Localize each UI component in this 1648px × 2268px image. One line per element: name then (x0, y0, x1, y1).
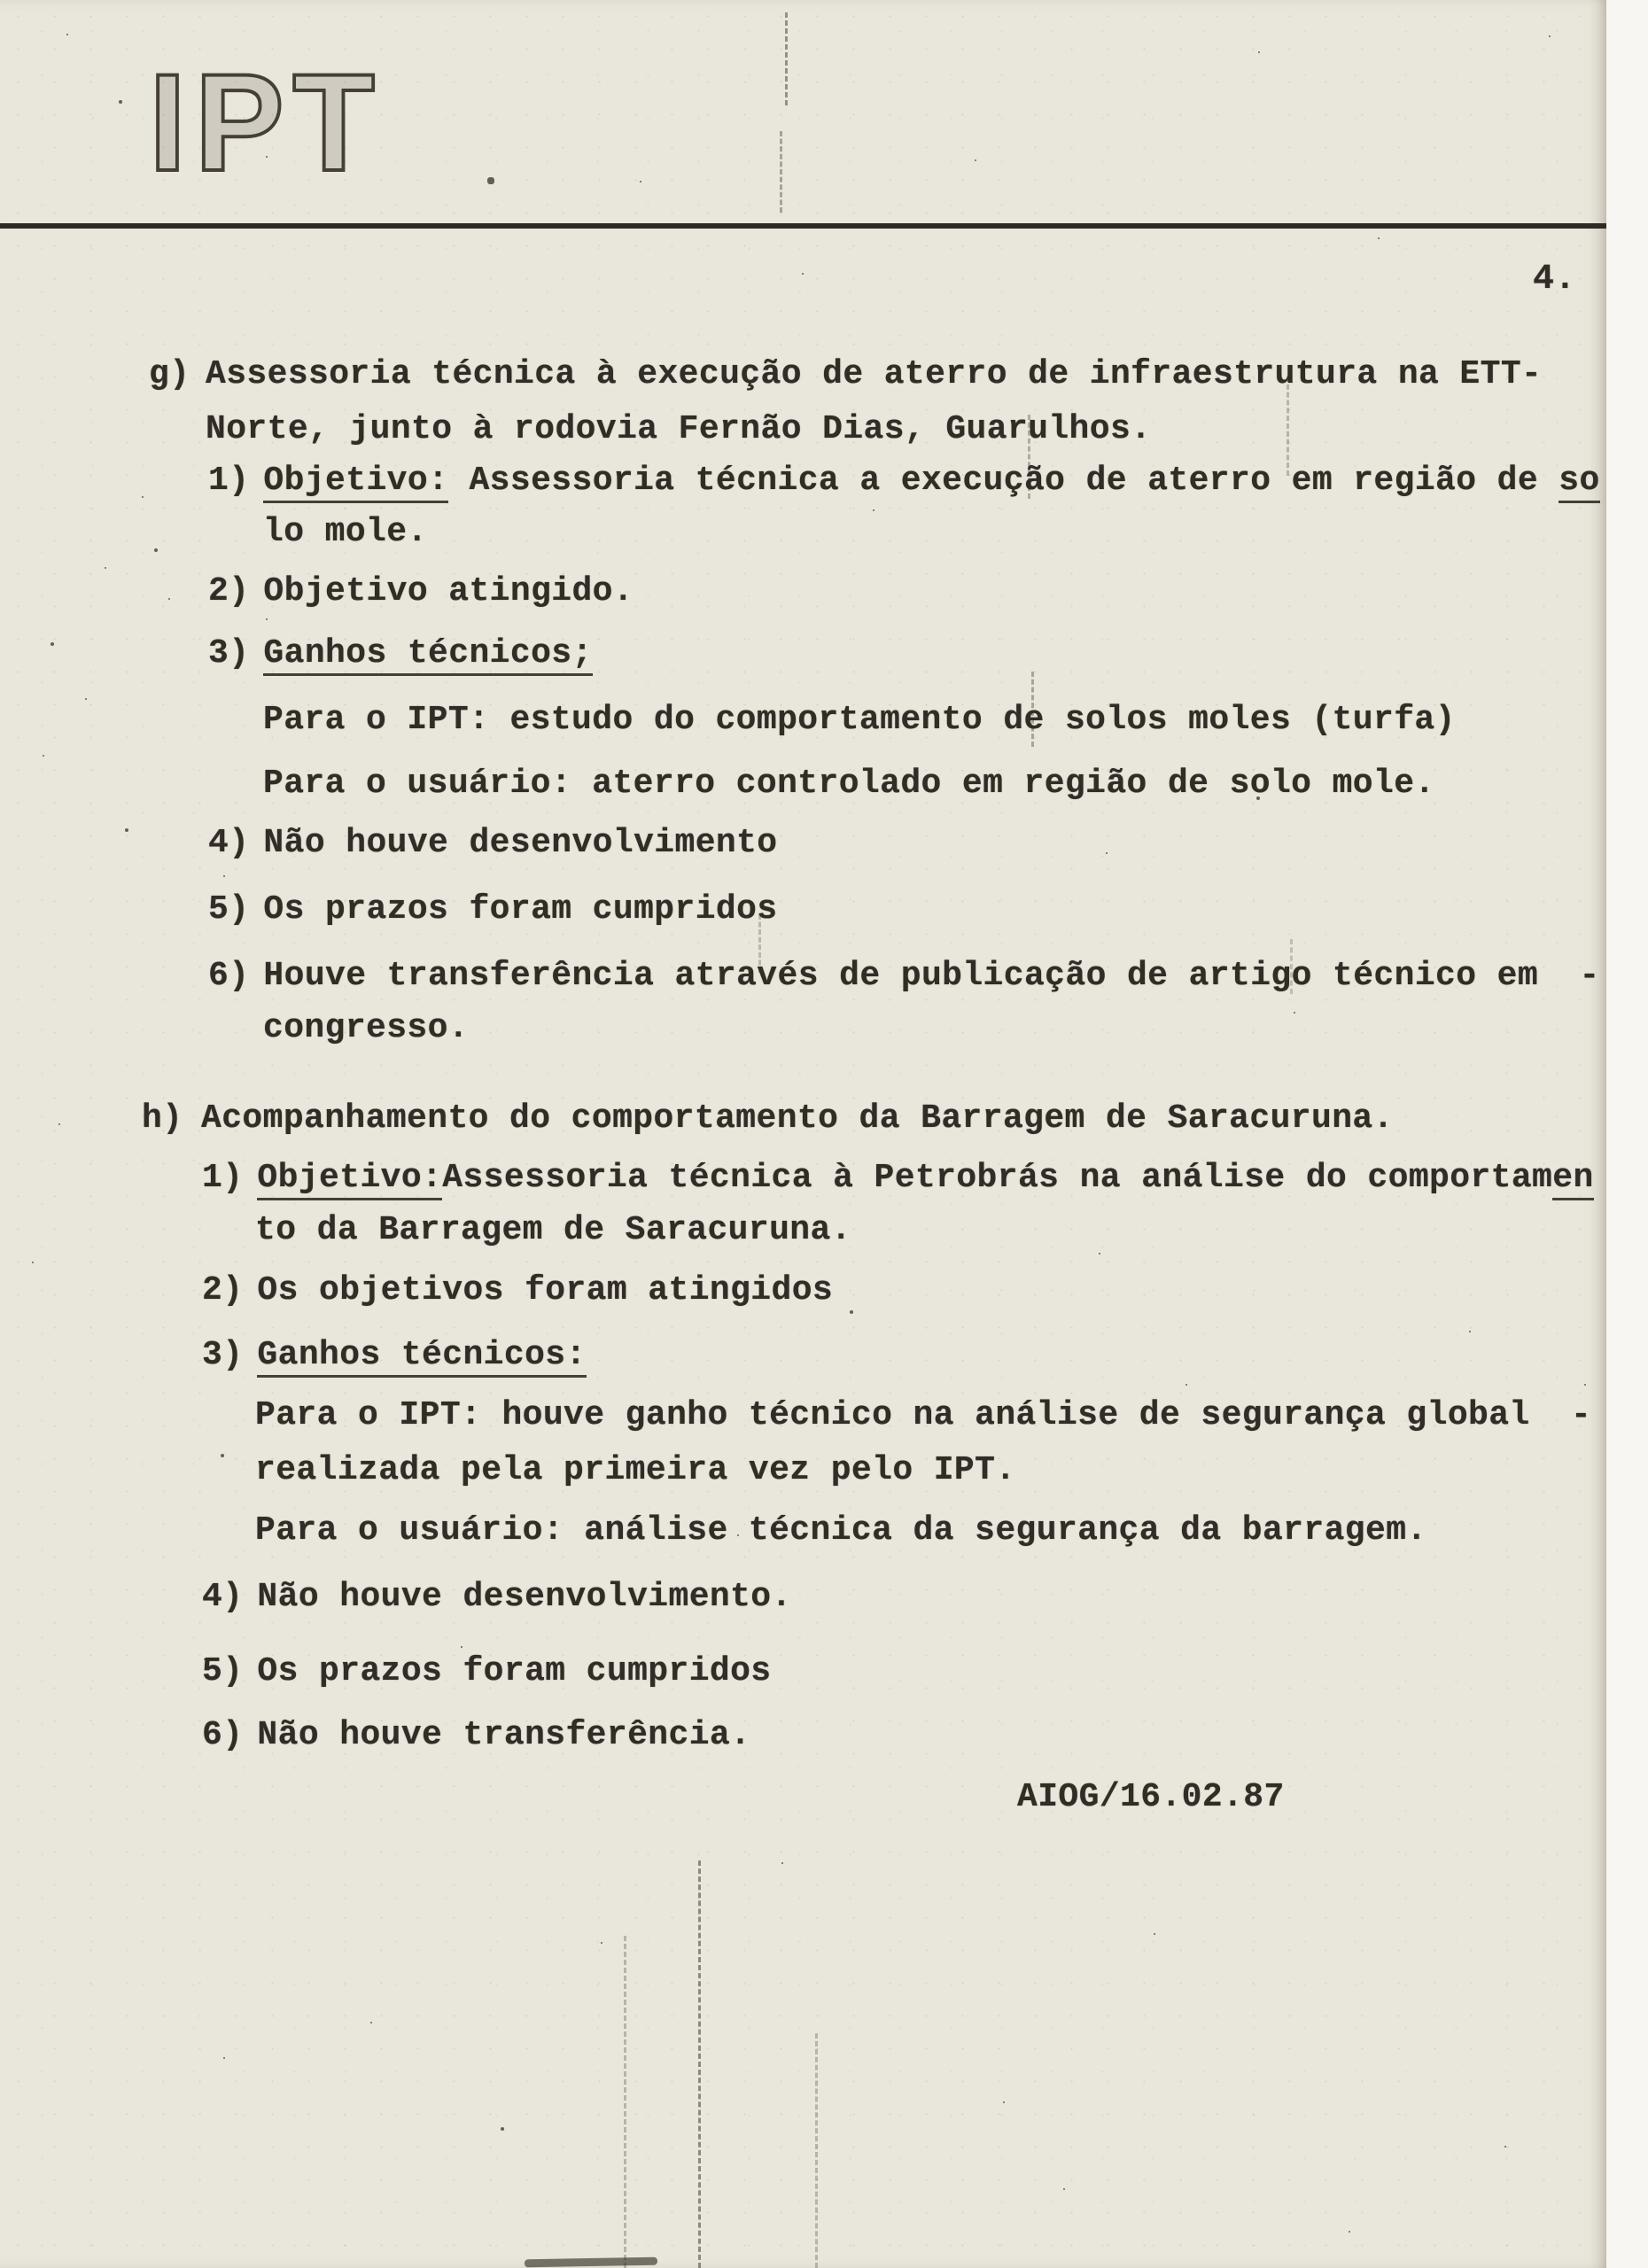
h-item-1-number: 1) (202, 1159, 244, 1197)
g-item-4 (208, 823, 778, 864)
footer-reference: AIOG/16.02.87 (1017, 1778, 1285, 1816)
h-item-1 (202, 1158, 1594, 1199)
section-h-heading: Acompanhamento do comportamento da Barragem de Saracuruna. (201, 1099, 1394, 1138)
h-item-3 (202, 1335, 587, 1376)
g-item-1-number: 1) (208, 462, 250, 500)
h-item-1-text: Assessoria técnica à Petrobrás na análise do comportam (442, 1159, 1553, 1197)
crease-line (815, 2033, 818, 2268)
g-para-ipt: Para o IPT: estudo do comportamento de solos moles (turfa) (263, 701, 1456, 739)
h-item-4-text: Não houve desenvolvimento. (257, 1578, 792, 1616)
h-item-3-number: 3) (202, 1336, 244, 1374)
h-item-5 (202, 1651, 772, 1692)
paper-specks (0, 0, 2, 2)
g-item-1 (208, 461, 1600, 501)
section-g-heading-line1: Assessoria técnica à execução de aterro de infraestrutura na ETT- (206, 355, 1543, 393)
h-item-1-syllable-underlined: en (1552, 1159, 1593, 1200)
h-item-6 (202, 1715, 750, 1756)
crease-line (1290, 939, 1293, 994)
bottom-edge-smudge (525, 2257, 657, 2268)
section-g-heading-line2: Norte, junto à rodovia Fernão Dias, Guarulhos. (206, 410, 1152, 448)
h-item-3-heading-underlined: Ganhos técnicos: (257, 1336, 586, 1378)
g-item-5-text: Os prazos foram cumpridos (263, 890, 778, 928)
h-item-2-number: 2) (202, 1271, 244, 1309)
h-item-5-number: 5) (202, 1652, 244, 1690)
g-item-1-line2: lo mole. (263, 513, 428, 551)
header-rule (0, 223, 1606, 229)
h-item-1-line2: to da Barragem de Saracuruna. (255, 1211, 851, 1249)
crease-line (780, 131, 782, 213)
g-item-1-syllable-underlined: so (1559, 462, 1599, 503)
crease-line (1028, 415, 1030, 499)
crease-line (698, 1860, 701, 2268)
h-para-usuario: Para o usuário: análise técnica da segurança da barragem. (255, 1511, 1427, 1550)
h-para-ipt-line1: Para o IPT: houve ganho técnico na análise de segurança global - (255, 1396, 1592, 1434)
h-item-6-number: 6) (202, 1716, 244, 1754)
h-item-4 (202, 1577, 792, 1618)
h-item-6-text: Não houve transferência. (257, 1716, 751, 1754)
h-item-5-text: Os prazos foram cumpridos (257, 1652, 772, 1690)
g-item-6-number: 6) (208, 957, 250, 995)
g-item-5 (208, 889, 778, 930)
h-item-1-objetivo-underlined: Objetivo: (257, 1159, 442, 1200)
h-item-2-text: Os objetivos foram atingidos (257, 1271, 834, 1309)
section-g-label: g) (149, 355, 190, 393)
g-item-3-number: 3) (208, 634, 250, 672)
page-number: 4. (1533, 260, 1576, 299)
ipt-logo: IPT (149, 46, 384, 200)
crease-line (758, 914, 761, 973)
crease-line (785, 12, 788, 105)
crease-line (1031, 672, 1034, 747)
g-item-1-text: Assessoria técnica a execução de aterro em região de (448, 462, 1559, 500)
h-item-2 (202, 1270, 833, 1311)
g-item-6 (208, 956, 1600, 997)
g-item-4-number: 4) (208, 824, 250, 862)
g-item-6-line2: congresso. (263, 1009, 470, 1047)
g-item-2-number: 2) (208, 572, 250, 610)
g-item-6-text: Houve transferência através de publicação de artigo técnico em - (263, 957, 1600, 995)
g-para-usuario: Para o usuário: aterro controlado em região de solo mole. (263, 765, 1435, 803)
g-item-4-text: Não houve desenvolvimento (263, 824, 778, 862)
h-para-ipt-line2: realizada pela primeira vez pelo IPT. (255, 1451, 1016, 1489)
g-item-1-objetivo-underlined: Objetivo: (263, 462, 448, 503)
h-item-4-number: 4) (202, 1578, 244, 1616)
g-item-2 (208, 571, 634, 612)
crease-line (624, 1936, 626, 2268)
crease-line (1287, 377, 1289, 476)
section-h-label: h) (142, 1099, 183, 1138)
g-item-2-text: Objetivo atingido. (263, 572, 634, 610)
g-item-3-heading-underlined: Ganhos técnicos; (263, 634, 592, 676)
g-item-5-number: 5) (208, 890, 250, 928)
g-item-3 (208, 633, 593, 674)
